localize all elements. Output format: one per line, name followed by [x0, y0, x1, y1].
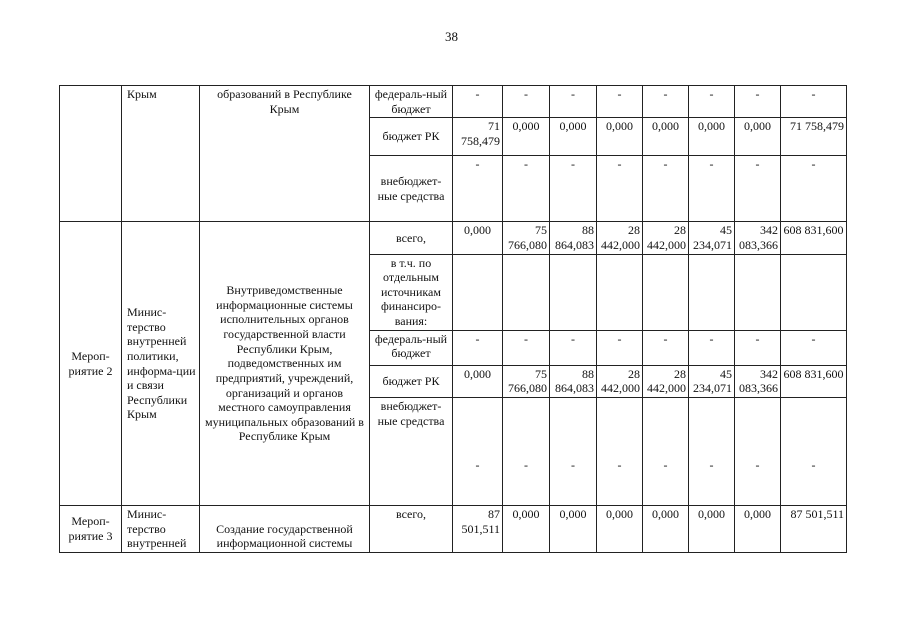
- value-cell: -: [689, 156, 735, 222]
- table-row: [60, 505, 847, 552]
- value-cell: [453, 254, 503, 330]
- value-cell: -: [503, 86, 550, 118]
- value-cell: -: [453, 156, 503, 222]
- source-cell: федераль-ный бюджет: [370, 86, 453, 118]
- value-cell: -: [453, 86, 503, 118]
- value-cell: -: [735, 156, 781, 222]
- value-cell: 0,000: [453, 222, 503, 254]
- value-cell: 0,000: [643, 505, 689, 552]
- budget-table: [59, 85, 847, 553]
- event-cell: Мероп-риятие 3: [60, 505, 122, 552]
- value-cell: 71 758,479: [781, 118, 847, 156]
- value-cell: -: [643, 156, 689, 222]
- event-cell: Мероп-риятие 2: [60, 222, 122, 506]
- program-name-cell: Создание государственной информационной системы: [200, 505, 370, 552]
- value-cell: -: [689, 86, 735, 118]
- executor-cell: Крым: [122, 86, 200, 222]
- value-cell: 28 442,000: [643, 365, 689, 397]
- source-cell: всего,: [370, 505, 453, 552]
- value-cell: -: [550, 156, 597, 222]
- value-cell: [643, 254, 689, 330]
- value-cell: 0,000: [503, 505, 550, 552]
- executor-cell: Минис-терство внутренней политики, информа-ции и связи Республики Крым: [122, 222, 200, 506]
- source-cell: внебюджет-ные средства: [370, 397, 453, 505]
- value-cell: 0,000: [735, 118, 781, 156]
- value-cell: 0,000: [689, 118, 735, 156]
- value-cell: 28 442,000: [643, 222, 689, 254]
- value-cell: -: [597, 156, 643, 222]
- value-cell: -: [735, 330, 781, 365]
- value-cell: -: [453, 330, 503, 365]
- value-cell: [689, 254, 735, 330]
- value-cell: -: [453, 397, 503, 505]
- value-cell: -: [597, 86, 643, 118]
- value-cell: -: [643, 86, 689, 118]
- value-cell: 0,000: [597, 505, 643, 552]
- value-cell: -: [503, 397, 550, 505]
- value-cell: 45 234,071: [689, 365, 735, 397]
- value-cell: 608 831,600: [781, 365, 847, 397]
- source-cell: всего,: [370, 222, 453, 254]
- value-cell: [781, 254, 847, 330]
- executor-cell: Минис-терство внутренней: [122, 505, 200, 552]
- value-cell: 0,000: [689, 505, 735, 552]
- value-cell: 28 442,000: [597, 365, 643, 397]
- source-cell: федераль-ный бюджет: [370, 330, 453, 365]
- value-cell: -: [643, 330, 689, 365]
- value-cell: 342 083,366: [735, 365, 781, 397]
- value-cell: -: [689, 397, 735, 505]
- value-cell: 0,000: [735, 505, 781, 552]
- value-cell: 0,000: [550, 505, 597, 552]
- value-cell: -: [597, 397, 643, 505]
- value-cell: 87 501,511: [781, 505, 847, 552]
- value-cell: 608 831,600: [781, 222, 847, 254]
- value-cell: -: [597, 330, 643, 365]
- source-cell: в т.ч. по отдельным источникам финансиро-вания:: [370, 254, 453, 330]
- value-cell: -: [550, 397, 597, 505]
- value-cell: -: [689, 330, 735, 365]
- value-cell: 0,000: [453, 365, 503, 397]
- value-cell: 75 766,080: [503, 222, 550, 254]
- source-cell: бюджет РК: [370, 365, 453, 397]
- table-row: [60, 222, 847, 254]
- value-cell: -: [550, 330, 597, 365]
- value-cell: 0,000: [597, 118, 643, 156]
- value-cell: -: [503, 330, 550, 365]
- value-cell: -: [503, 156, 550, 222]
- value-cell: -: [781, 86, 847, 118]
- value-cell: 88 864,083: [550, 222, 597, 254]
- value-cell: [503, 254, 550, 330]
- value-cell: 88 864,083: [550, 365, 597, 397]
- value-cell: 45 234,071: [689, 222, 735, 254]
- value-cell: 0,000: [550, 118, 597, 156]
- source-cell: бюджет РК: [370, 118, 453, 156]
- value-cell: 342 083,366: [735, 222, 781, 254]
- value-cell: [597, 254, 643, 330]
- value-cell: 28 442,000: [597, 222, 643, 254]
- value-cell: -: [735, 86, 781, 118]
- source-cell: внебюджет-ные средства: [370, 156, 453, 222]
- value-cell: [735, 254, 781, 330]
- value-cell: -: [781, 397, 847, 505]
- value-cell: -: [781, 330, 847, 365]
- value-cell: -: [781, 156, 847, 222]
- table-row: [60, 86, 847, 118]
- value-cell: 0,000: [643, 118, 689, 156]
- value-cell: 0,000: [503, 118, 550, 156]
- event-cell: [60, 86, 122, 222]
- value-cell: [550, 254, 597, 330]
- value-cell: 87 501,511: [453, 505, 503, 552]
- value-cell: -: [643, 397, 689, 505]
- value-cell: -: [735, 397, 781, 505]
- program-name-cell: образований в Республике Крым: [200, 86, 370, 222]
- value-cell: 71 758,479: [453, 118, 503, 156]
- value-cell: -: [550, 86, 597, 118]
- page-number: 38: [445, 29, 458, 44]
- program-name-cell: Внутриведомственные информационные системы исполнительных органов государственной власти Республики Крым, подведомственных им предприятий, учреждений, организаций и органов местного самоуправления муниципальных образований в Республике Крым: [200, 222, 370, 506]
- value-cell: 75 766,080: [503, 365, 550, 397]
